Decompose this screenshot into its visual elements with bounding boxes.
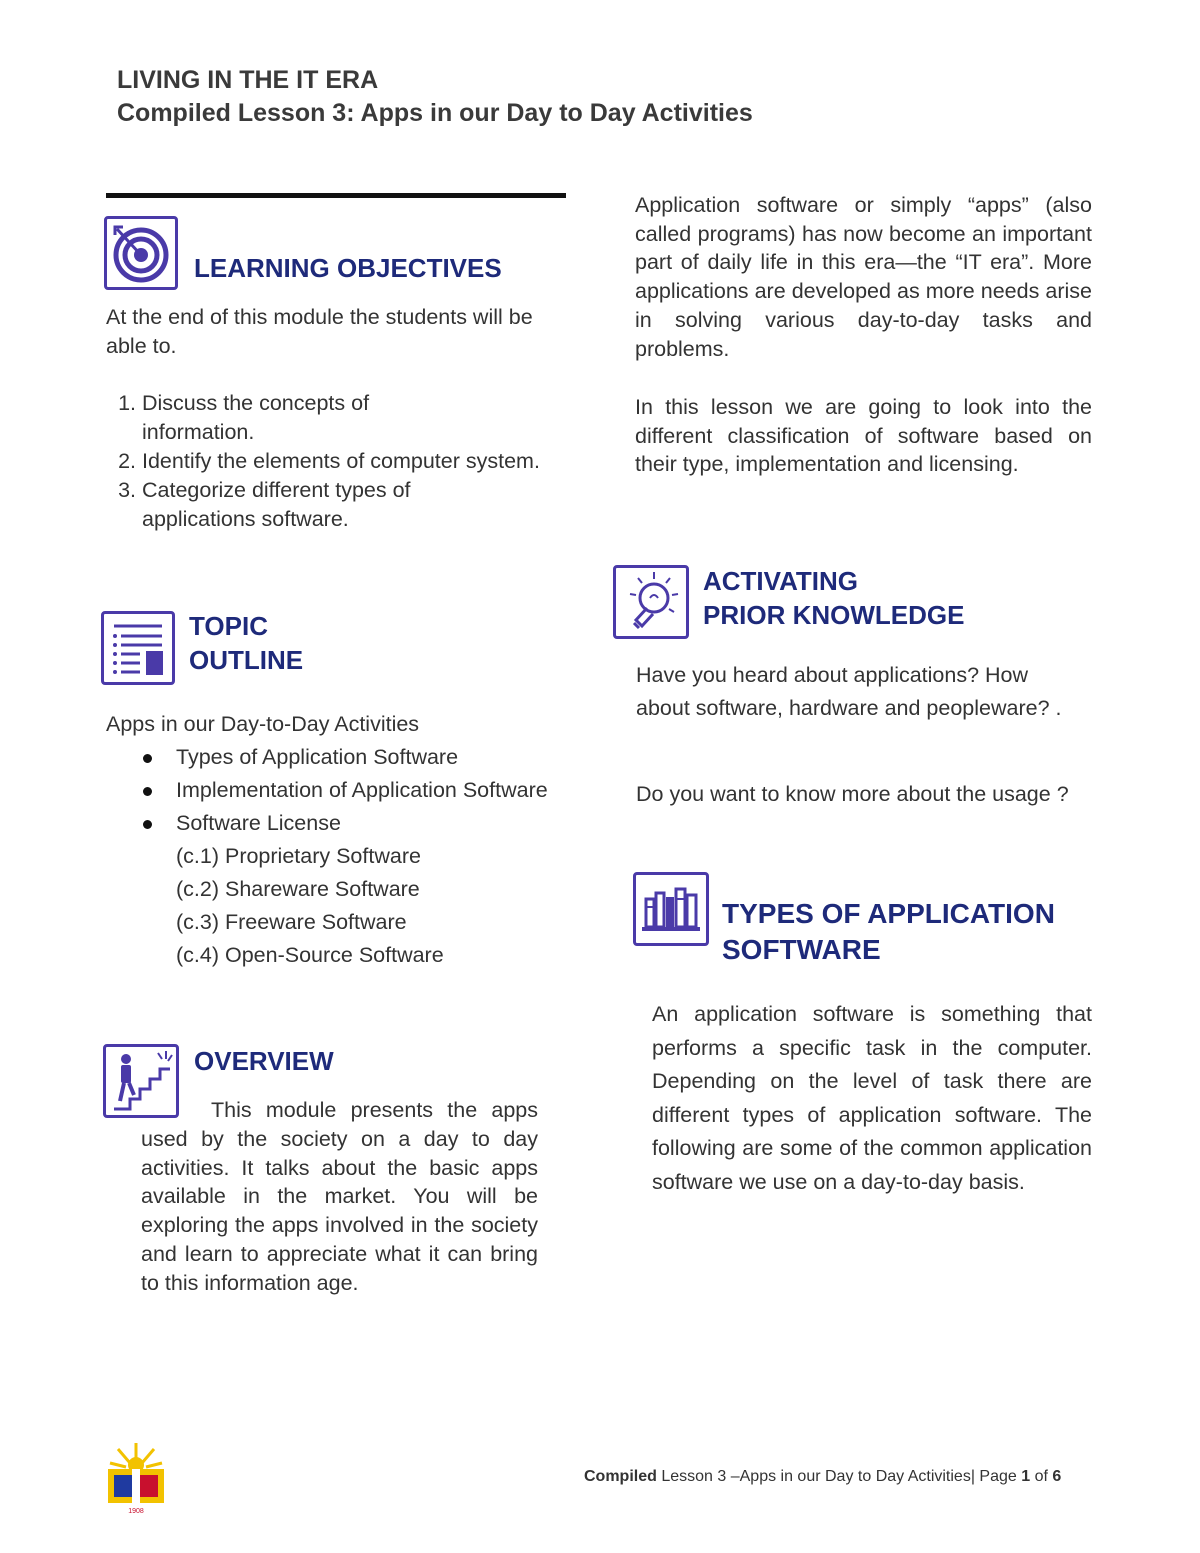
- topic-list: [106, 741, 566, 972]
- activating-heading: [703, 564, 964, 632]
- list-item: Types of Application Software: [176, 741, 566, 774]
- intro-paragraph-2: In this lesson we are going to look into the different classification of software based on their type, implementation and licensing.: [635, 395, 1092, 477]
- objectives-intro: At the end of this module the students will be able to.: [106, 305, 533, 358]
- footer-of: of: [1030, 1468, 1053, 1485]
- learning-objectives-heading: LEARNING OBJECTIVES: [194, 253, 502, 283]
- activating-question-1: Have you heard about applications? How about software, hardware and peopleware? .: [636, 663, 1062, 720]
- document-subtitle: Compiled Lesson 3: Apps in our Day to Day Activities: [117, 99, 753, 127]
- topic-heading-line1: TOPIC: [189, 611, 268, 641]
- list-item: (c.1) Proprietary Software: [176, 844, 421, 868]
- list-item: (c.3) Freeware Software: [176, 910, 407, 934]
- overview-text: This module presents the apps used by the society on a day to day activities. It talks about the basic apps available in the market. You will be exploring the apps involved in the society and learn to appreciate what it can bring to this information age.: [141, 1098, 538, 1295]
- footer-total-pages: 6: [1052, 1468, 1062, 1485]
- footer-bold: Compiled: [584, 1468, 657, 1485]
- list-item: (c.4) Open-Source Software: [176, 943, 444, 967]
- list-item: (c.2) Shareware Software: [176, 877, 420, 901]
- footer-text: Lesson 3 –Apps in our Day to Day Activities| Page: [656, 1468, 1022, 1485]
- svg-text:1908: 1908: [128, 1508, 144, 1515]
- topic-heading-line2: OUTLINE: [189, 645, 304, 675]
- activating-heading-line2: PRIOR KNOWLEDGE: [703, 600, 965, 630]
- intro-paragraph-1: Application software or simply “apps” (also called programs) has now become an important part of daily life in this era—the “IT era”. More applications are developed as more needs arise in solving various day-to-day tasks and problems.: [635, 193, 1092, 361]
- types-text: An application software is something that performs a specific task in the computer. Depending on the level of task there are different types of application software. The following are some of the common application software we use on a day-to-day basis.: [652, 1002, 1092, 1194]
- list-item: 2. Identify the elements of computer system.: [142, 447, 552, 476]
- types-heading-line2: SOFTWARE: [722, 934, 881, 965]
- topic-outline-section: [106, 708, 566, 972]
- target-icon: [104, 216, 178, 290]
- footer-page-number: 1: [1021, 1468, 1031, 1485]
- seal-logo-icon: [104, 1437, 168, 1517]
- activating-question-2: Do you want to know more about the usage ?: [636, 782, 1069, 806]
- document-list-icon: [101, 611, 175, 685]
- overview-heading: OVERVIEW: [194, 1046, 334, 1076]
- topic-outline-heading: [189, 609, 303, 677]
- types-heading: [722, 896, 1055, 968]
- list-item: 1. Discuss the concepts of information.: [142, 389, 442, 447]
- list-item: 3. Categorize different types of applications software.: [142, 476, 492, 534]
- list-item: Implementation of Application Software: [176, 774, 556, 807]
- list-item: Software License: [176, 807, 566, 840]
- page-footer: [584, 1468, 1061, 1486]
- types-heading-line1: TYPES OF APPLICATION: [722, 898, 1055, 929]
- lightbulb-icon: [613, 565, 689, 639]
- divider: [106, 193, 566, 198]
- books-icon: [633, 872, 709, 946]
- topic-outline-title: Apps in our Day-to-Day Activities: [106, 712, 420, 736]
- objectives-list: [106, 389, 566, 534]
- learning-objectives-section: [106, 303, 566, 534]
- document-title: LIVING IN THE IT ERA: [117, 66, 379, 94]
- activating-heading-line1: ACTIVATING: [703, 566, 859, 596]
